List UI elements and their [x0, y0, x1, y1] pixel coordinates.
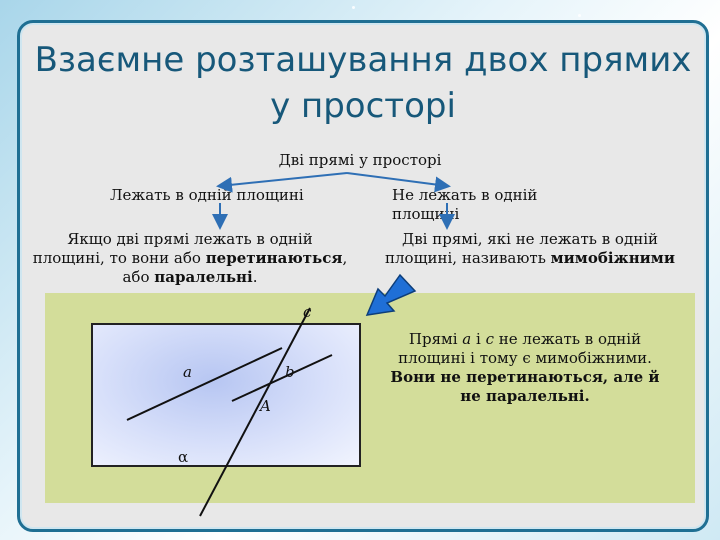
sparkle	[352, 6, 355, 9]
big-arrow-icon	[367, 275, 415, 315]
right-branch-heading: Не лежать в одній площині	[392, 186, 538, 223]
right-text-plain: Дві прямі, які не лежать в одній площині, називають	[385, 230, 658, 267]
desc-part3: не лежать в одній площині і тому є мимобіжними.	[398, 330, 652, 367]
slide-title: Взаємне розташування двох прямих у просторі	[34, 40, 692, 126]
left-text-plain: Якщо дві прямі лежать в одній площині, то вони або	[32, 230, 313, 267]
arrow-to-right-branch	[347, 173, 447, 186]
desc-part1: Прямі	[408, 330, 463, 348]
left-text-end: .	[252, 268, 258, 286]
diagram-svg	[20, 23, 706, 529]
left-text-parallel: паралельні	[154, 268, 253, 286]
content-card	[17, 20, 709, 532]
label-alpha: α	[178, 448, 189, 466]
sparkle	[578, 14, 581, 17]
desc-line-a: a	[462, 330, 472, 348]
left-branch-heading: Лежать в одній площині	[110, 186, 304, 204]
label-b: b	[285, 363, 295, 381]
label-c: c	[303, 303, 312, 321]
label-point-a: A	[260, 397, 271, 415]
line-a	[127, 348, 282, 420]
left-text-mid: , або	[122, 249, 348, 286]
right-text-skew: мимобіжними	[550, 249, 675, 267]
label-a: a	[183, 363, 192, 381]
desc-part2: і	[471, 330, 486, 348]
root-node-label: Дві прямі у просторі	[278, 151, 442, 169]
left-text-intersect: перетинаються	[205, 249, 343, 267]
arrow-to-left-branch	[220, 173, 347, 186]
desc-bold: Вони не перетинаються, але й не паралельні.	[390, 368, 660, 405]
line-c	[200, 308, 310, 516]
desc-line-c: c	[485, 330, 494, 348]
